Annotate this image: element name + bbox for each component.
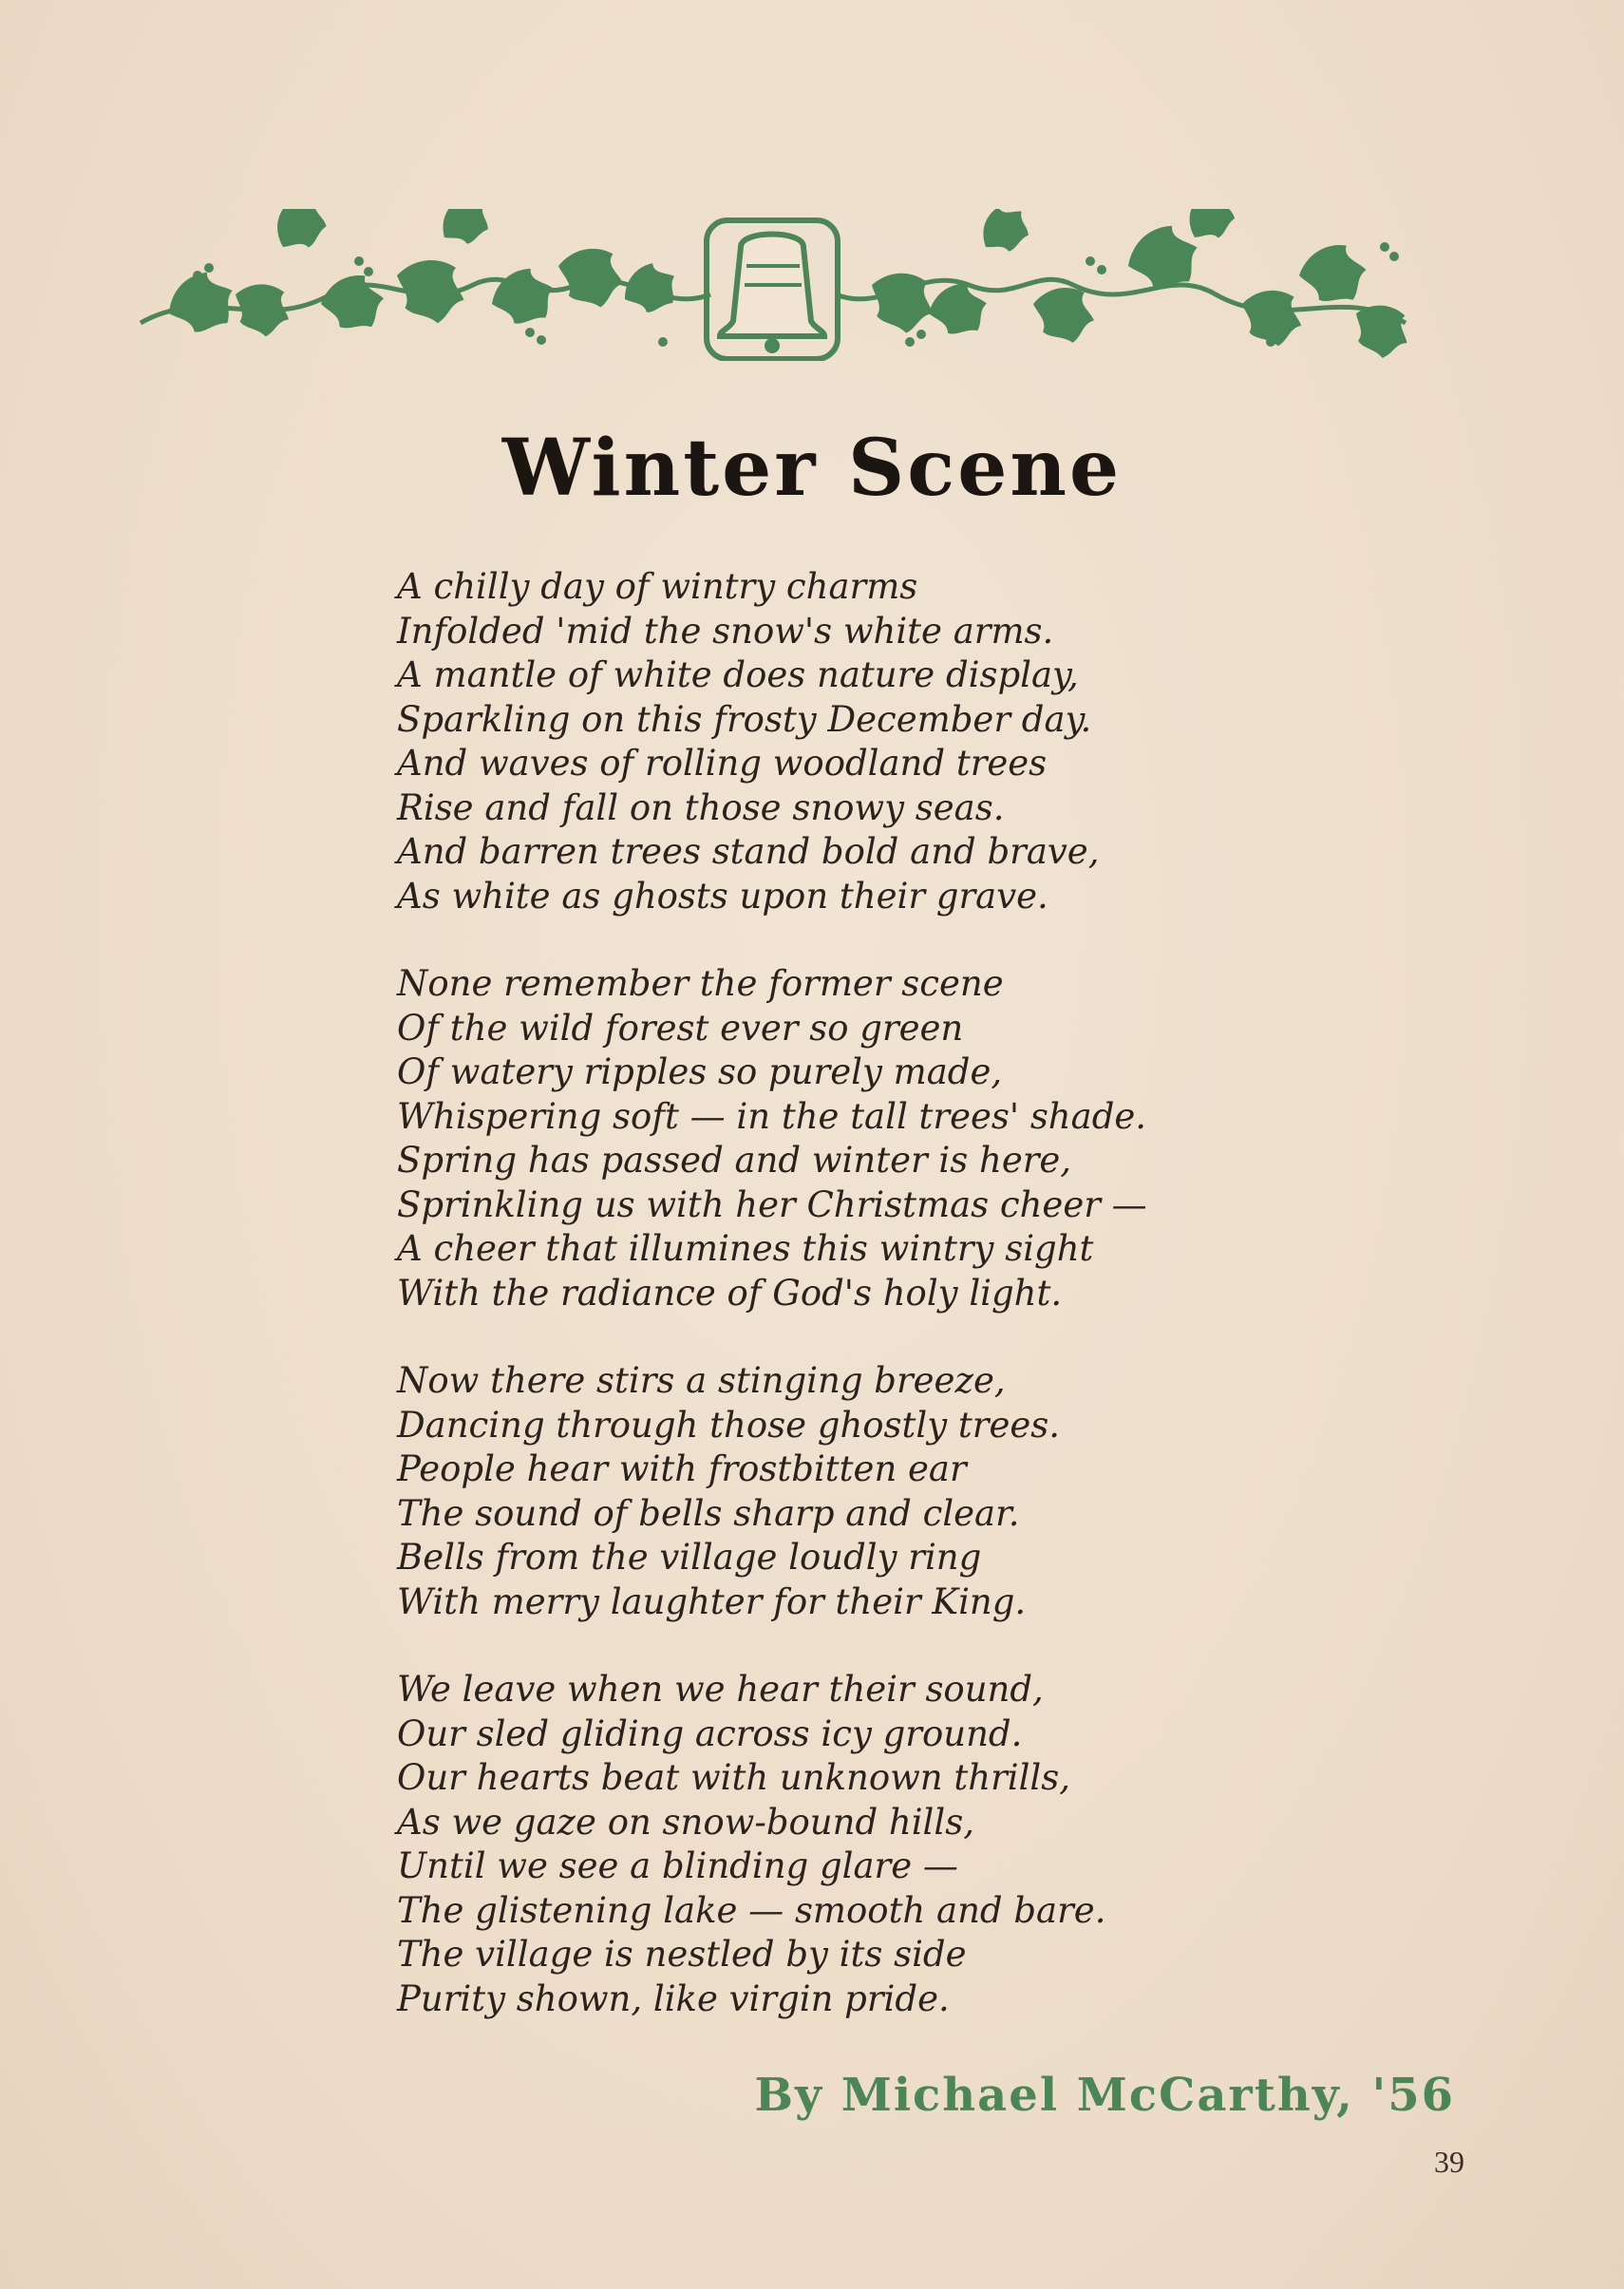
holly-bell-border-icon xyxy=(131,209,1415,361)
poem-line: A chilly day of wintry charms xyxy=(397,566,918,607)
poem-line: With the radiance of God's holy light. xyxy=(397,1272,1063,1314)
poem-line: With merry laughter for their King. xyxy=(397,1580,1027,1622)
poem-line: Sparkling on this frosty December day. xyxy=(397,698,1092,740)
poem-line: A mantle of white does nature display, xyxy=(397,654,1079,695)
poem-line: Sprinkling us with her Christmas cheer — xyxy=(397,1183,1147,1225)
poem-line: Our hearts beat with unknown thrills, xyxy=(397,1757,1071,1798)
poem-line: And waves of rolling woodland trees xyxy=(397,743,1048,784)
poem-line: A cheer that illumines this wintry sight xyxy=(397,1228,1094,1269)
poem-line: Bells from the village loudly ring xyxy=(397,1537,982,1578)
poem-line: We leave when we hear their sound, xyxy=(397,1669,1044,1710)
poem-line: Rise and fall on those snowy seas. xyxy=(397,786,1005,828)
stanza-3 xyxy=(397,1359,1252,1624)
poem-line: None remember the former scene xyxy=(397,963,1004,1004)
poem-line: The glistening lake — smooth and bare. xyxy=(397,1889,1106,1931)
poem-line: People hear with frostbitten ear xyxy=(397,1448,967,1489)
stanza-4 xyxy=(397,1668,1252,2021)
poem-line: Of watery ripples so purely made, xyxy=(397,1051,1003,1092)
poem-line: Purity shown, like virgin pride. xyxy=(397,1977,950,2019)
poem-line: Our sled gliding across icy ground. xyxy=(397,1712,1023,1754)
poem-title: Winter Scene xyxy=(501,423,1123,514)
poem-line: The sound of bells sharp and clear. xyxy=(397,1492,1020,1534)
stanza-1 xyxy=(397,565,1252,918)
poem-line: As white as ghosts upon their grave. xyxy=(397,875,1048,917)
poem-line: And barren trees stand bold and brave, xyxy=(397,831,1100,872)
poem-line: Now there stirs a stinging breeze, xyxy=(397,1360,1006,1401)
poem-line: The village is nestled by its side xyxy=(397,1934,967,1975)
poem-line: Whispering soft — in the tall trees' shade. xyxy=(397,1095,1147,1137)
page-number: 39 xyxy=(1434,2145,1464,2179)
poem-body xyxy=(397,565,1252,2065)
poem-line: Dancing through those ghostly trees. xyxy=(397,1404,1061,1446)
poem-line: Of the wild forest ever so green xyxy=(397,1007,964,1049)
author-byline: By Michael McCarthy, '56 xyxy=(754,2069,1455,2122)
poem-line: Until we see a blinding glare — xyxy=(397,1845,958,1886)
poem-line: Infolded 'mid the snow's white arms. xyxy=(397,610,1054,652)
poem-line: As we gaze on snow-bound hills, xyxy=(397,1801,974,1843)
poem-line: Spring has passed and winter is here, xyxy=(397,1140,1072,1181)
stanza-2 xyxy=(397,962,1252,1315)
